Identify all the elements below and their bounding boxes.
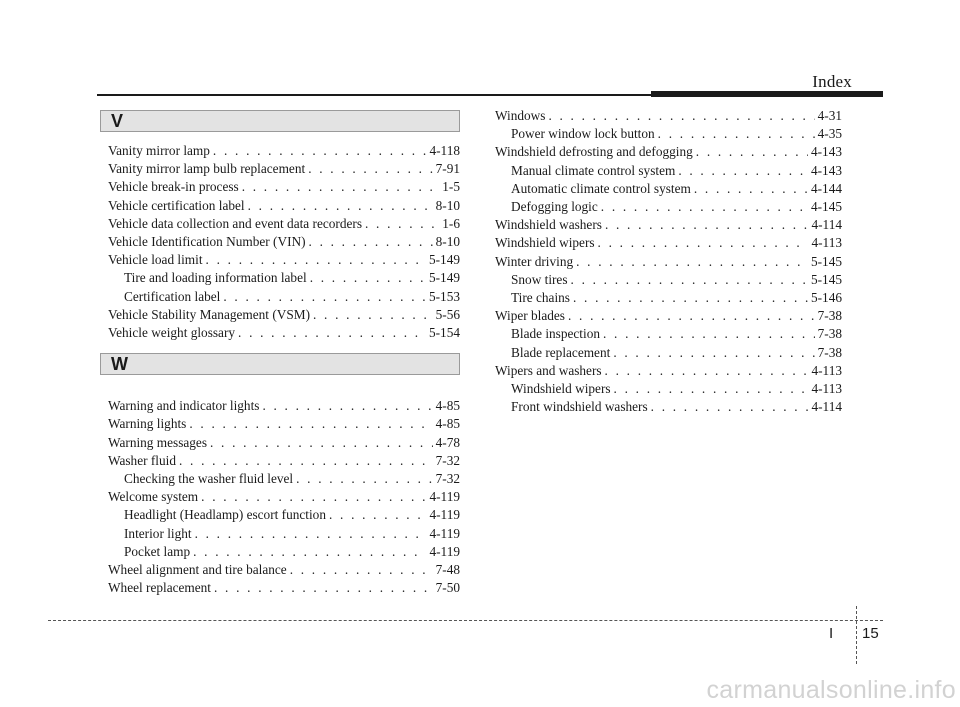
index-entry[interactable]: Wheel replacement . . . 7-50	[108, 579, 460, 597]
index-entry[interactable]: Windshield wipers . . . 4-113	[495, 234, 842, 252]
index-entry[interactable]: Windshield defrosting and defogging . . . 4-143	[495, 143, 842, 161]
index-subentry[interactable]: Windshield wipers . . . 4-113	[495, 380, 842, 398]
index-entry[interactable]: Warning and indicator lights . . . 4-85	[108, 397, 460, 415]
index-column-right	[495, 107, 842, 416]
index-entry[interactable]: Vehicle certification label . . . 8-10	[108, 197, 460, 215]
section-header-w	[100, 353, 460, 375]
index-subentry[interactable]: Pocket lamp . . . 4-119	[108, 543, 460, 561]
section-letter: V	[111, 111, 124, 131]
index-entry[interactable]: Vehicle weight glossary . . . 5-154	[108, 324, 460, 342]
index-entry[interactable]: Vehicle Stability Management (VSM) . . . 5-56	[108, 306, 460, 324]
index-subentry[interactable]: Interior light . . . 4-119	[108, 525, 460, 543]
index-entry[interactable]: Vehicle load limit . . . 5-149	[108, 251, 460, 269]
index-subentry[interactable]: Snow tires . . . 5-145	[495, 271, 842, 289]
index-entry[interactable]: Windows . . . 4-31	[495, 107, 842, 125]
index-subentry[interactable]: Certification label . . . 5-153	[108, 288, 460, 306]
footer-page-number: 15	[862, 625, 879, 642]
index-entry[interactable]: Welcome system . . . 4-119	[108, 488, 460, 506]
footer-divider	[856, 606, 857, 664]
index-column-left	[108, 110, 460, 597]
index-subentry[interactable]: Tire chains . . . 5-146	[495, 289, 842, 307]
footer-rule	[48, 620, 883, 621]
index-entry[interactable]: Windshield washers . . . 4-114	[495, 216, 842, 234]
footer-section-label: I	[829, 625, 834, 642]
index-entry[interactable]: Warning messages . . . 4-78	[108, 434, 460, 452]
index-entry[interactable]: Vanity mirror lamp bulb replacement . . . 7-91	[108, 160, 460, 178]
index-entry[interactable]: Washer fluid . . . 7-32	[108, 452, 460, 470]
index-subentry[interactable]: Defogging logic . . . 4-145	[495, 198, 842, 216]
watermark: carmanualsonline.info	[706, 676, 956, 704]
index-entry[interactable]: Warning lights . . . 4-85	[108, 415, 460, 433]
index-entry[interactable]: Vehicle Identification Number (VIN) . . . 8-10	[108, 233, 460, 251]
index-entry[interactable]: Wipers and washers . . . 4-113	[495, 362, 842, 380]
index-subentry[interactable]: Tire and loading information label . . . 5-149	[108, 269, 460, 287]
header-rule-accent	[651, 91, 883, 97]
index-subentry[interactable]: Power window lock button . . . 4-35	[495, 125, 842, 143]
index-subentry[interactable]: Automatic climate control system . . . 4-144	[495, 180, 842, 198]
section-letter: W	[111, 354, 128, 375]
index-subentry[interactable]: Blade replacement . . . 7-38	[495, 344, 842, 362]
index-entry[interactable]: Wiper blades . . . 7-38	[495, 307, 842, 325]
index-entry[interactable]: Winter driving . . . 5-145	[495, 253, 842, 271]
index-subentry[interactable]: Blade inspection . . . 7-38	[495, 325, 842, 343]
index-entry[interactable]: Vehicle data collection and event data recorders . . . 1-6	[108, 215, 460, 233]
index-entry[interactable]: Vanity mirror lamp . . . 4-118	[108, 142, 460, 160]
index-subentry[interactable]: Front windshield washers . . . 4-114	[495, 398, 842, 416]
index-subentry[interactable]: Headlight (Headlamp) escort function . . . 4-119	[108, 506, 460, 524]
page-header-title: Index	[812, 72, 852, 91]
index-entry[interactable]: Vehicle break-in process . . . 1-5	[108, 178, 460, 196]
index-entry[interactable]: Wheel alignment and tire balance . . . 7-48	[108, 561, 460, 579]
section-header-v	[100, 110, 460, 132]
index-subentry[interactable]: Checking the washer fluid level . . . 7-32	[108, 470, 460, 488]
index-subentry[interactable]: Manual climate control system . . . 4-143	[495, 162, 842, 180]
